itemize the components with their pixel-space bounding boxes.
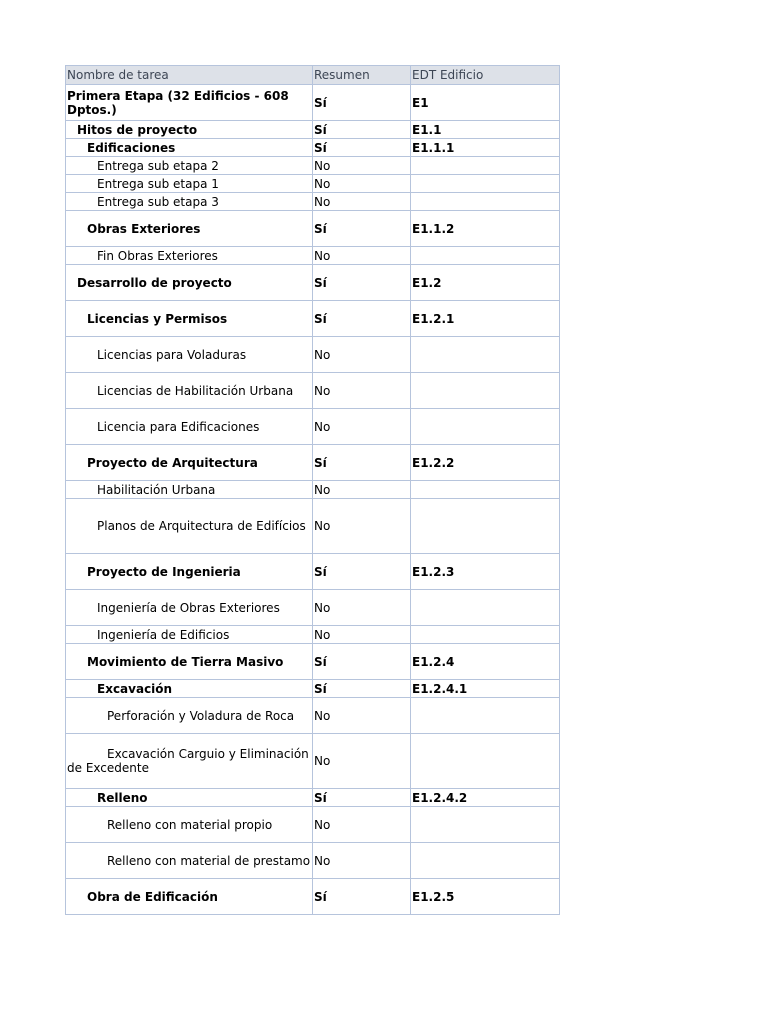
table-row[interactable]	[66, 247, 560, 265]
table-row[interactable]	[66, 265, 560, 301]
edt-cell[interactable]	[411, 481, 560, 499]
task-name-cell[interactable]: Relleno con material propio	[66, 807, 313, 843]
edt-cell[interactable]	[411, 337, 560, 373]
table-row[interactable]	[66, 590, 560, 626]
summary-cell[interactable]: Sí	[313, 789, 411, 807]
edt-cell[interactable]	[411, 247, 560, 265]
table-row[interactable]	[66, 734, 560, 789]
edt-cell[interactable]: E1.1	[411, 121, 560, 139]
table-row[interactable]	[66, 445, 560, 481]
edt-cell[interactable]: E1.2.1	[411, 301, 560, 337]
task-name-cell[interactable]: Relleno con material de prestamo	[66, 843, 313, 879]
summary-cell[interactable]: No	[313, 247, 411, 265]
task-name-cell[interactable]: Habilitación Urbana	[66, 481, 313, 499]
task-name-cell[interactable]: Obra de Edificación	[66, 879, 313, 915]
table-row[interactable]	[66, 301, 560, 337]
table-row[interactable]	[66, 121, 560, 139]
summary-cell[interactable]: Sí	[313, 121, 411, 139]
summary-cell[interactable]: No	[313, 337, 411, 373]
edt-cell[interactable]: E1.2.5	[411, 879, 560, 915]
summary-cell[interactable]: Sí	[313, 879, 411, 915]
table-row[interactable]	[66, 481, 560, 499]
edt-cell[interactable]: E1.1.1	[411, 139, 560, 157]
table-row[interactable]	[66, 337, 560, 373]
edt-cell[interactable]	[411, 843, 560, 879]
edt-cell[interactable]	[411, 175, 560, 193]
task-name-cell[interactable]: Fin Obras Exteriores	[66, 247, 313, 265]
summary-cell[interactable]: No	[313, 499, 411, 554]
summary-cell[interactable]: No	[313, 843, 411, 879]
table-row[interactable]	[66, 698, 560, 734]
summary-cell[interactable]: No	[313, 373, 411, 409]
summary-cell[interactable]: Sí	[313, 301, 411, 337]
edt-cell[interactable]: E1.2.4	[411, 644, 560, 680]
edt-cell[interactable]: E1.2.3	[411, 554, 560, 590]
table-row[interactable]	[66, 843, 560, 879]
task-name-cell[interactable]: Entrega sub etapa 3	[66, 193, 313, 211]
edt-cell[interactable]	[411, 807, 560, 843]
edt-cell[interactable]: E1.2.4.2	[411, 789, 560, 807]
table-row[interactable]	[66, 157, 560, 175]
table-row[interactable]	[66, 644, 560, 680]
summary-cell[interactable]: No	[313, 807, 411, 843]
header-row	[66, 66, 560, 85]
task-name-cell[interactable]: Licencias y Permisos	[66, 301, 313, 337]
task-name-cell[interactable]: Licencias de Habilitación Urbana	[66, 373, 313, 409]
task-name-cell[interactable]: Primera Etapa (32 Edificios - 608 Dptos.)	[66, 85, 313, 121]
summary-cell[interactable]: No	[313, 698, 411, 734]
summary-cell[interactable]: Sí	[313, 265, 411, 301]
table-row[interactable]	[66, 211, 560, 247]
task-name-cell[interactable]: Excavación	[66, 680, 313, 698]
summary-cell[interactable]: No	[313, 734, 411, 789]
table-row[interactable]	[66, 175, 560, 193]
task-name-cell[interactable]: Perforación y Voladura de Roca	[66, 698, 313, 734]
edt-cell[interactable]: E1.2.4.1	[411, 680, 560, 698]
table-body	[66, 85, 560, 915]
column-header-task-name[interactable]: Nombre de tarea	[66, 66, 313, 85]
task-name-cell[interactable]: Ingeniería de Obras Exteriores	[66, 590, 313, 626]
task-name-cell[interactable]: Proyecto de Arquitectura	[66, 445, 313, 481]
summary-cell[interactable]: No	[313, 409, 411, 445]
summary-cell[interactable]: Sí	[313, 445, 411, 481]
summary-cell[interactable]: No	[313, 193, 411, 211]
edt-cell[interactable]	[411, 698, 560, 734]
task-name-cell[interactable]: Licencia para Edificaciones	[66, 409, 313, 445]
edt-cell[interactable]: E1.2.2	[411, 445, 560, 481]
task-name-cell[interactable]: Movimiento de Tierra Masivo	[66, 644, 313, 680]
table-row[interactable]	[66, 789, 560, 807]
column-header-edt[interactable]: EDT Edificio	[411, 66, 560, 85]
table-row[interactable]	[66, 499, 560, 554]
summary-cell[interactable]: Sí	[313, 211, 411, 247]
task-name-cell[interactable]: Hitos de proyecto	[66, 121, 313, 139]
summary-cell[interactable]: Sí	[313, 85, 411, 121]
edt-cell[interactable]	[411, 499, 560, 554]
task-name-cell[interactable]: Relleno	[66, 789, 313, 807]
edt-cell[interactable]	[411, 409, 560, 445]
edt-cell[interactable]: E1	[411, 85, 560, 121]
task-name-cell[interactable]: Entrega sub etapa 2	[66, 157, 313, 175]
table-row[interactable]	[66, 554, 560, 590]
summary-cell[interactable]: No	[313, 481, 411, 499]
table-row[interactable]	[66, 193, 560, 211]
summary-cell[interactable]: No	[313, 626, 411, 644]
summary-cell[interactable]: No	[313, 590, 411, 626]
task-name-cell[interactable]: Obras Exteriores	[66, 211, 313, 247]
summary-cell[interactable]: No	[313, 157, 411, 175]
table-row[interactable]	[66, 139, 560, 157]
table-row[interactable]	[66, 409, 560, 445]
summary-cell[interactable]: Sí	[313, 139, 411, 157]
task-name-cell[interactable]: Planos de Arquitectura de Edifícios	[66, 499, 313, 554]
edt-cell[interactable]: E1.2	[411, 265, 560, 301]
edt-cell[interactable]	[411, 193, 560, 211]
summary-cell[interactable]: Sí	[313, 554, 411, 590]
table-row[interactable]	[66, 879, 560, 915]
task-name-cell[interactable]: Licencias para Voladuras	[66, 337, 313, 373]
task-table	[65, 65, 560, 915]
task-name-cell[interactable]: Edificaciones	[66, 139, 313, 157]
table-row[interactable]	[66, 807, 560, 843]
task-name-cell[interactable]: Excavación Carguio y Eliminación de Excedente	[66, 734, 313, 789]
edt-cell[interactable]: E1.1.2	[411, 211, 560, 247]
edt-cell[interactable]	[411, 373, 560, 409]
summary-cell[interactable]: Sí	[313, 644, 411, 680]
table-row[interactable]	[66, 680, 560, 698]
table-row[interactable]	[66, 373, 560, 409]
task-name-cell[interactable]: Ingeniería de Edificios	[66, 626, 313, 644]
edt-cell[interactable]	[411, 590, 560, 626]
table-row[interactable]	[66, 626, 560, 644]
task-name-cell[interactable]: Entrega sub etapa 1	[66, 175, 313, 193]
edt-cell[interactable]	[411, 157, 560, 175]
task-name-cell[interactable]: Desarrollo de proyecto	[66, 265, 313, 301]
table-row[interactable]	[66, 85, 560, 121]
edt-cell[interactable]	[411, 626, 560, 644]
summary-cell[interactable]: Sí	[313, 680, 411, 698]
edt-cell[interactable]	[411, 734, 560, 789]
task-name-cell[interactable]: Proyecto de Ingenieria	[66, 554, 313, 590]
summary-cell[interactable]: No	[313, 175, 411, 193]
column-header-summary[interactable]: Resumen	[313, 66, 411, 85]
